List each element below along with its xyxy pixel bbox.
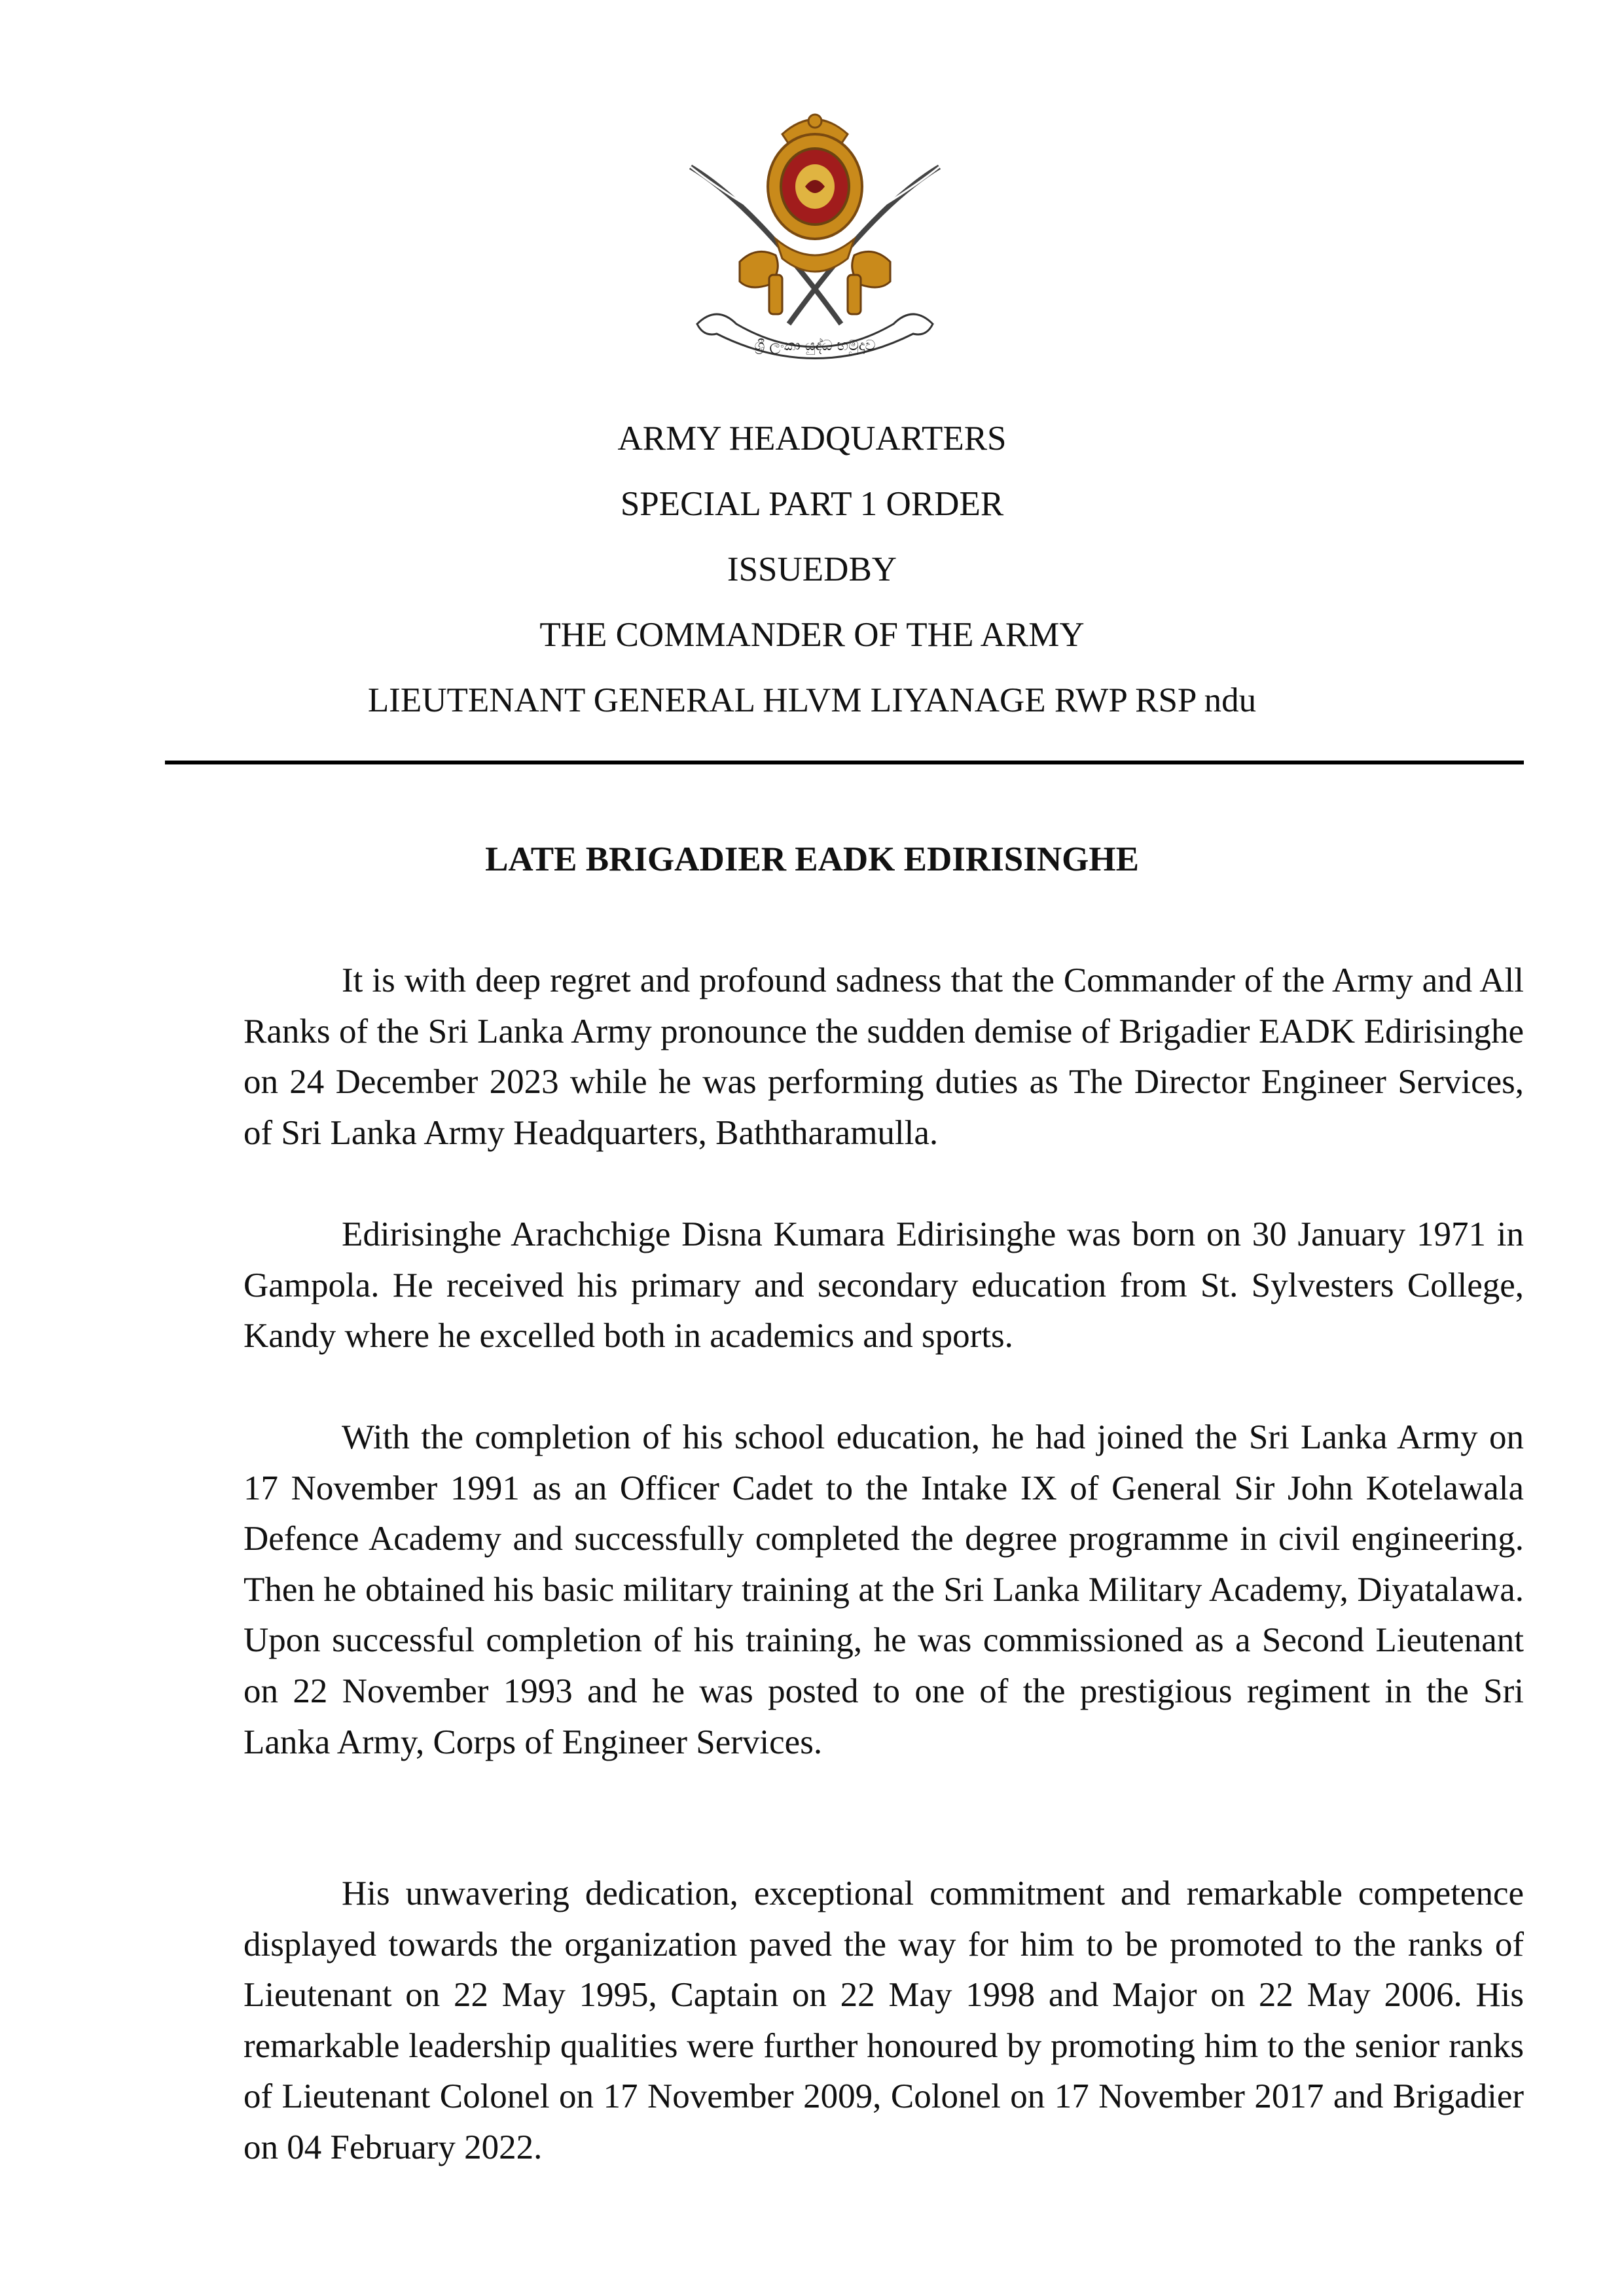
paragraph-1: It is with deep regret and profound sadness that the Commander of the Army and All Ranks of the Sri Lanka Army pronounce the sudden demise of Brigadier EADK Edirisinghe on 24 December 2023 while he was performing duties as The Director Engineer Services, of Sri Lanka Army Headquarters, Baththaramulla. — [244, 961, 1524, 1152]
header-line-3: ISSUEDBY — [727, 550, 897, 588]
header-line-2: SPECIAL PART 1 ORDER — [620, 485, 1004, 523]
crest-motto: ශ්‍රී ලංකා යුද්ධ හමුදාව — [754, 338, 876, 354]
horizontal-divider — [165, 761, 1524, 764]
paragraph-3: With the completion of his school education, he had joined the Sri Lanka Army on 17 November 1991 as an Officer Cadet to the Intake IX of General Sir John Kotelawala Defence Academy and successfully completed the degree programme in civil engineering. Then he obtained his basic military training at the Sri Lanka Military Academy, Diyatalawa. Upon successful completion of his training, he was commissioned as a Second Lieutenant on 22 November 1993 and he was posted to one of the prestigious regiment in the Sri Lanka Army, Corps of Engineer Services. — [244, 1418, 1524, 1761]
header-line-4: THE COMMANDER OF THE ARMY — [539, 616, 1085, 654]
paragraph-4: His unwavering dedication, exceptional commitment and remarkable competence displayed towards the organization paved the way for him to be promoted to the ranks of Lieutenant on 22 May 1995, Captain on 22 May 1998 and Major on 22 May 2006. His remarkable leadership qualities were further honoured by promoting him to the senior ranks of Lieutenant Colonel on 17 November 2009, Colonel on 17 November 2017 and Brigadier on 04 February 2022. — [244, 1874, 1524, 2166]
paragraph-2: Edirisinghe Arachchige Disna Kumara Edirisinghe was born on 30 January 1971 in Gampola. He received his primary and secondary education from St. Sylvesters College, Kandy where he excelled both in academics and sports. — [244, 1215, 1524, 1355]
sri-lanka-army-crest-icon — [677, 108, 952, 383]
header-line-5: LIEUTENANT GENERAL HLVM LIYANAGE RWP RSP ndu — [367, 681, 1257, 719]
document-title: LATE BRIGADIER EADK EDIRISINGHE — [485, 840, 1139, 878]
header-line-1: ARMY HEADQUARTERS — [617, 420, 1007, 457]
